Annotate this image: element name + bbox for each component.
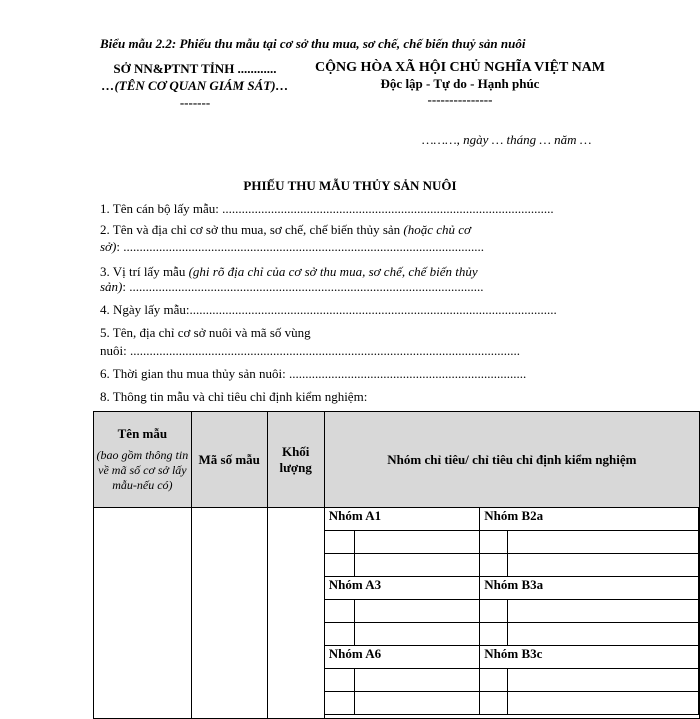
test-group-grid [325, 508, 699, 715]
field-location-label: 3. Vị trí lấy mẫu [100, 264, 189, 279]
national-motto: Độc lập - Tự do - Hạnh phúc [380, 76, 540, 91]
agency-line-3: ------- [179, 95, 211, 110]
date-line: ………, ngày … tháng … năm … [422, 132, 592, 147]
cell-test-groups [324, 508, 699, 719]
field-sampler-name: 1. Tên cán bộ lấy mẫu: ...................................................................................................... [100, 201, 554, 216]
checkbox-row[interactable] [325, 600, 699, 623]
field-location-note-end: sản) [100, 279, 123, 294]
group-a1: Nhóm A1 [325, 508, 480, 531]
field-farm-line-1: 5. Tên, địa chỉ cơ sở nuôi và mã số vùng [100, 325, 311, 340]
field-farm-line-2: nuôi: ........................................................................................................................ [100, 343, 520, 358]
checkbox-row[interactable] [325, 669, 699, 692]
checkbox-row[interactable] [325, 531, 699, 554]
agency-line-1: SỞ NN&PTNT TỈNH ............ [113, 61, 277, 76]
field-sample-info-heading: 8. Thông tin mẫu và chỉ tiêu chỉ định kiểm nghiệm: [100, 389, 368, 404]
cell-sample-name[interactable] [94, 508, 192, 719]
national-divider: --------------- [427, 92, 493, 107]
field-purchase-time: 6. Thời gian thu mua thủy sản nuôi: ......................................................................... [100, 366, 527, 381]
checkbox-row[interactable] [325, 623, 699, 646]
cell-weight[interactable] [267, 508, 324, 719]
col-header-sample-code: Mã số mẫu [191, 412, 267, 508]
field-location-note: (ghi rõ địa chỉ của cơ sở thu mua, sơ chế, chế biến thủy [188, 264, 478, 279]
col-header-sample-name-note: (bao gồm thông tin về mã số cơ sở lấy mẫu-nếu có) [96, 448, 189, 492]
field-sample-date: 4. Ngày lấy mẫu:................................................................................................................. [100, 302, 557, 317]
form-title: Biểu mẫu 2.2: Phiếu thu mẫu tại cơ sở thu mua, sơ chế, chế biến thuỷ sản nuôi [100, 36, 526, 51]
col-header-sample-name-label: Tên mẫu [117, 426, 168, 441]
document-title: PHIẾU THU MẪU THỦY SẢN NUÔI [243, 178, 457, 193]
checkbox-row[interactable] [325, 692, 699, 715]
field-facility-line-2 [100, 237, 484, 257]
col-header-weight: Khối lượng [267, 412, 324, 508]
group-a6: Nhóm A6 [325, 646, 480, 669]
field-facility-note-end: sở) [100, 239, 117, 254]
field-facility-note: (hoặc chủ cơ [403, 222, 471, 237]
agency-line-2: …(TÊN CƠ QUAN GIÁM SÁT)… [101, 78, 289, 93]
group-a3: Nhóm A3 [325, 577, 480, 600]
national-title: CỘNG HÒA XÃ HỘI CHỦ NGHĨA VIỆT NAM [314, 60, 605, 75]
field-location-dots: : ............................................................................................................. [122, 279, 484, 294]
col-header-sample-name [94, 412, 192, 508]
group-b2a: Nhóm B2a [480, 508, 699, 531]
national-header [290, 60, 630, 108]
group-row [325, 577, 699, 600]
field-facility-dots: : ............................................................................................................... [116, 239, 484, 254]
group-row [325, 508, 699, 531]
group-row [325, 646, 699, 669]
col-header-test-group: Nhóm chỉ tiêu/ chỉ tiêu chỉ định kiểm nghiệm [324, 412, 699, 508]
cell-sample-code[interactable] [191, 508, 267, 719]
field-location-line-2 [100, 277, 484, 297]
group-b3a: Nhóm B3a [480, 577, 699, 600]
agency-header [95, 60, 295, 111]
group-b3c: Nhóm B3c [480, 646, 699, 669]
field-facility-label: 2. Tên và địa chỉ cơ sở thu mua, sơ chế, chế biến thủy sản [100, 222, 404, 237]
checkbox-row[interactable] [325, 554, 699, 577]
sample-table [93, 411, 700, 719]
